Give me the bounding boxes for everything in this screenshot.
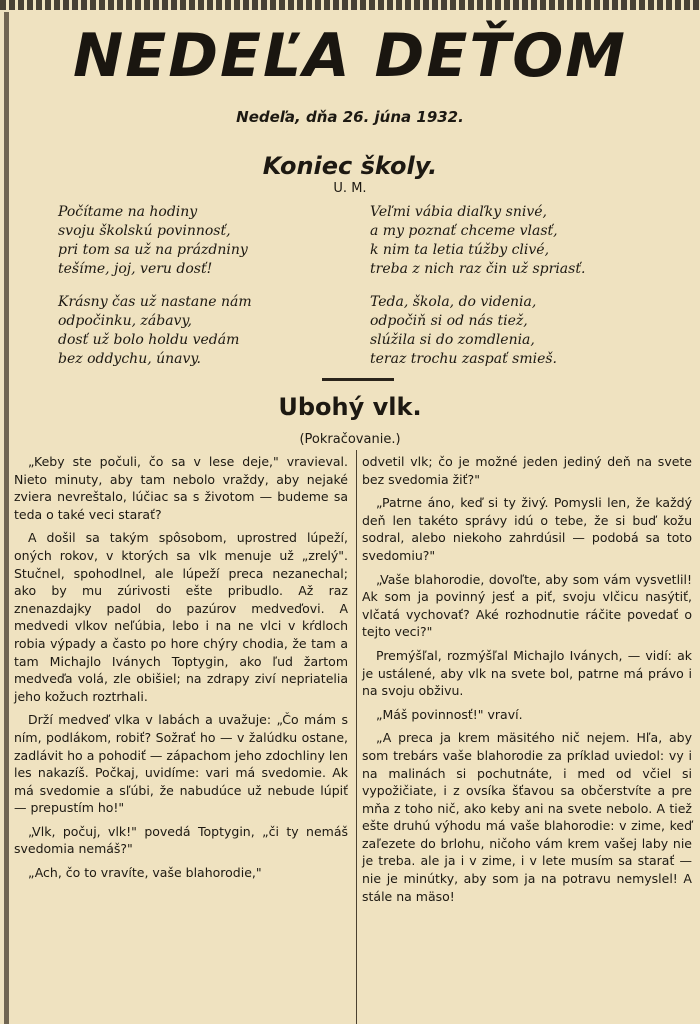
story-column-right (362, 453, 692, 911)
poem-stanza (370, 203, 690, 279)
poem-stanza (58, 203, 358, 279)
section-divider (322, 378, 394, 381)
poem-column-right (370, 203, 690, 383)
story-paragraph: „Ach, čo to vravíte, vaše blahorodie," (28, 865, 262, 881)
story-title: Ubohý vlk. (278, 393, 422, 421)
ornamental-border (0, 0, 700, 10)
poem-line: odpočinku, zábavy, (58, 313, 192, 329)
story-paragraph: „Patrne áno, keď si ty živý. Pomysli len, že každý deň len takéto správy idú o tebe, že si buď kožu sodral, alebo niekoho zahrdúsil — podobá sa toto svedomiu?" (362, 495, 692, 563)
poem-line: Počítame na hodiny (58, 204, 198, 220)
poem-line: svoju školskú povinnosť, (58, 223, 231, 239)
poem-line: Veľmi vábia diaľky snivé, (370, 204, 547, 220)
column-divider (356, 450, 357, 1024)
poem-line: a my poznať chceme vlasť, (370, 223, 558, 239)
poem-line: teraz trochu zaspať smieš. (370, 351, 557, 367)
poem-line: pri tom sa už na prázdniny (58, 242, 248, 258)
poem-stanza (58, 293, 358, 369)
story-paragraph: Premýšľal, rozmýšľal Michajlo Iványch, — vidí: ak je ustálené, aby vlk na svete bol, patrne má právo i na svoju obživu. (362, 647, 692, 699)
story-paragraph: „A preca ja krem mäsitého nič nejem. Hľa, aby som trebárs vaše blahorodie za príklad uviedol: vy i na malinách si pochutnáte, i med od včiel si vypožičiate, i z ovsíka šťavou sa občerstvíte a pre mňa z toho nič, ako keby ani na svete nebolo. A tiež ešte druhú výhodu má vaše blahorodie: v zime, keď zaľezete do brlohu, ničoho vám krem vašej laby nie je treba. ale ja i v zime, i v lete musím sa starať — nie je minútky, aby som ja na potravu nemyslel! A stále na mäso! (362, 730, 692, 904)
masthead: NEDEĽA DEŤOM (73, 21, 627, 91)
poem-title: Koniec školy. (262, 152, 438, 180)
story-paragraph: A došil sa takým spôsobom, uprostred lúpeží, oných rokov, v ktorých sa vlk menuje už „zrelý". Stučnel, spohodlnel, ale lúpeží preca nezanechal; ako by mu zúrivosti ešte pribudlo. Až raz znenazdajky padol do pazúrov medveďovi. A medvedi vlkov neľúbia, lebo i na ne vlci v kŕdloch robia výpady a často po hore chýry chodia, že tam a tam Michajlo Iványch Toptygin, ako ľud žartom medveďa volá, zle obišiel; na zdrapy ziví nepriatelia jeho kožuch roztrhali. (14, 530, 348, 704)
poem-column-left (58, 203, 358, 383)
story-paragraph: Drží medveď vlka v labách a uvažuje: „Čo mám s ním, podlákom, robiť? Sožrať ho — v žalúdku ostane, zadlávit ho a pohodiť — zápachom jeho zdochliny len les nakazíš. Počkaj, uvidíme: vari má svedomie. Ak má svedomie a sľúbi, že nabudúce už nebude lúpiť — prepustím ho!" (14, 712, 348, 816)
poem-author: U. M. (333, 181, 367, 196)
dateline: Nedeľa, dňa 26. júna 1932. (236, 108, 464, 126)
poem-line: Krásny čas už nastane nám (58, 294, 252, 310)
poem-stanza (370, 293, 690, 369)
poem-line: bez oddychu, únavy. (58, 351, 201, 367)
poem-line: k nim ta letia túžby clivé, (370, 242, 550, 258)
story-paragraph: „Keby ste počuli, čo sa v lese deje," vravieval. Nieto minuty, aby tam nebolo vraždy, aby nejaké zviera nevreštalo, lúčiac sa s životom — budeme sa teda o také veci starať? (14, 454, 348, 522)
poem-line: Teda, škola, do videnia, (370, 294, 537, 310)
poem-line: odpočiň si od nás tiež, (370, 313, 528, 329)
story-paragraph: „Máš povinnosť!" vraví. (376, 706, 523, 722)
story-column-left (14, 453, 348, 888)
poem-line: slúžila si do zomdlenia, (370, 332, 535, 348)
poem-line: treba z nich raz čin už spriasť. (370, 261, 586, 277)
poem-line: dosť už bolo holdu vedám (58, 332, 240, 348)
story-subtitle: (Pokračovanie.) (299, 432, 401, 447)
story-paragraph: „Vlk, počuj, vlk!" povedá Toptygin, „či ty nemáš svedomia nemáš?" (14, 823, 348, 857)
story-paragraph: odvetil vlk; čo je možné jeden jediný deň na svete bez svedomia žiť?" (362, 454, 692, 487)
story-paragraph: „Vaše blahorodie, dovoľte, aby som vám vysvetlil! Ak som ja povinný jesť a piť, svoju vlčicu nasýtiť, vlčatá vychovať? Aké rozhodnutie ráčite povedať o tejto veci?" (362, 571, 692, 640)
poem-line: tešíme, joj, veru dosť! (58, 261, 213, 277)
